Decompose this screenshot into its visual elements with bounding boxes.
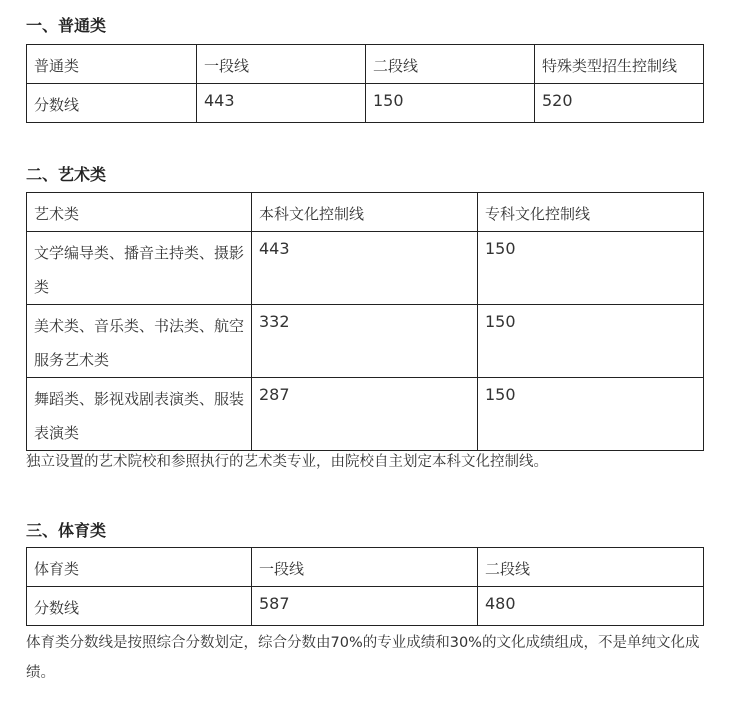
row-label: 文学编导类、播音主持类、摄影类 (27, 232, 252, 305)
score-value: 443 (197, 84, 366, 123)
header-cell: 一段线 (252, 548, 478, 587)
general-score-table (26, 44, 704, 123)
score-value: 332 (252, 305, 478, 378)
table-header-row (27, 548, 704, 587)
table-header-row (27, 193, 704, 232)
header-cell: 特殊类型招生控制线 (535, 45, 704, 84)
score-value: 587 (252, 587, 478, 626)
header-cell: 专科文化控制线 (478, 193, 704, 232)
score-value: 150 (478, 232, 704, 305)
score-value: 150 (478, 378, 704, 451)
table-header-row (27, 45, 704, 84)
score-value: 443 (252, 232, 478, 305)
art-score-table (26, 192, 704, 451)
header-cell: 一段线 (197, 45, 366, 84)
table-row (27, 84, 704, 123)
table-row (27, 587, 704, 626)
row-label: 分数线 (27, 587, 252, 626)
score-value: 520 (535, 84, 704, 123)
score-value: 150 (366, 84, 535, 123)
header-cell: 本科文化控制线 (252, 193, 478, 232)
header-cell: 二段线 (478, 548, 704, 587)
row-label: 舞蹈类、影视戏剧表演类、服装表演类 (27, 378, 252, 451)
score-value: 480 (478, 587, 704, 626)
sports-note: 体育类分数线是按照综合分数划定，综合分数由70%的专业成绩和30%的文化成绩组成，不是单纯文化成绩。 (26, 635, 700, 681)
score-value: 150 (478, 305, 704, 378)
section-heading-art: 二、艺术类 (26, 165, 107, 184)
header-cell: 艺术类 (27, 193, 252, 232)
score-value: 287 (252, 378, 478, 451)
row-label: 美术类、音乐类、书法类、航空服务艺术类 (27, 305, 252, 378)
art-note: 独立设置的艺术院校和参照执行的艺术类专业，由院校自主划定本科文化控制线。 (26, 454, 548, 470)
section-heading-general: 一、普通类 (26, 16, 107, 35)
row-label: 分数线 (27, 84, 197, 123)
table-row (27, 232, 704, 305)
header-cell: 体育类 (27, 548, 252, 587)
section-heading-sports: 三、体育类 (26, 521, 107, 540)
table-row (27, 378, 704, 451)
header-cell: 普通类 (27, 45, 197, 84)
table-row (27, 305, 704, 378)
header-cell: 二段线 (366, 45, 535, 84)
sports-score-table (26, 547, 704, 626)
